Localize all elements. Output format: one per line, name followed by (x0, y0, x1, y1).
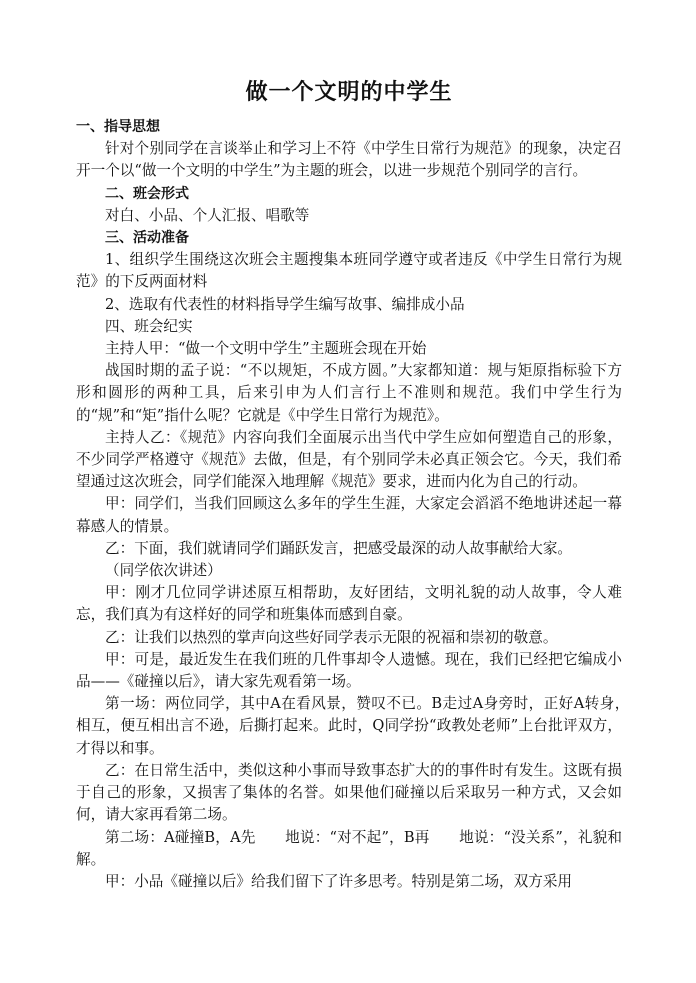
section-heading-preparation: 三、活动准备 (105, 230, 189, 247)
document-page (76, 78, 652, 893)
body-paragraph: （同学依次讲述） (105, 562, 222, 580)
body-paragraph: 乙：让我们以热烈的掌声向这些好同学表示无限的祝福和崇初的敬意。 (105, 628, 558, 646)
body-paragraph: 对白、小品、个人汇报、唱歌等 (105, 206, 310, 224)
body-paragraph: 1、组织学生围绕这次班会主题搜集本班同学遵守或者违反《中学生日常行为规范》的下反两面材料 (76, 251, 622, 291)
body-paragraph: 第二场：A碰撞B，A先 地说：“对不起”，B再 地说：“没关系”，礼貌和解。 (76, 828, 622, 868)
body-paragraph: 甲：可是，最近发生在我们班的几件事却令人遗憾。现在，我们已经把它编成小品——《碰撞以后》，请大家先观看第一场。 (76, 650, 622, 691)
body-paragraph: 针对个别同学在言谈举止和学习上不符《中学生日常行为规范》的现象，决定召开一个以“做一个文明的中学生”为主题的班会，以进一步规范个别同学的言行。 (76, 140, 622, 180)
body-paragraph: 主持人甲：“做一个文明中学生”主题班会现在开始 (105, 340, 427, 358)
section-heading-meeting-record: 四、班会纪实 (105, 317, 193, 335)
section-heading-guiding-idea: 一、指导思想 (76, 119, 160, 135)
body-paragraph: 乙：在日常生活中，类似这种小事而导致事态扩大的的事件时有发生。这既有损于自己的形象，又损害了集体的名誉。如果他们碰撞以后采取另一种方式，又会如何，请大家再看第二场。 (76, 761, 622, 824)
body-paragraph: 甲：小品《碰撞以后》给我们留下了许多思考。特别是第二场，双方采用 (105, 872, 573, 890)
body-paragraph: 主持人乙：《规范》内容向我们全面展示出当代中学生应如何塑造自己的形象，不少同学严格遵守《规范》去做，但是，有个别同学未必真正领会它。今天，我们希望通过这次班会，同学们能深入地理解《规范》要求，进而内化为自己的行动。 (76, 428, 622, 491)
body-paragraph: 2、选取有代表性的材料指导学生编写故事、编排成小品 (105, 295, 465, 313)
section-heading-meeting-format: 二、班会形式 (105, 185, 189, 202)
body-paragraph: 第一场：两位同学，其中A在看风景，赞叹不已。B走过A身旁时，正好A转身， 相互，便互相出言不逊，后撕打起来。此时，Q同学扮“政教处老师”上台批评双方，才得以和事。 (76, 695, 652, 757)
body-paragraph: 甲：同学们，当我们回顾这么多年的学生生涯，大家定会滔滔不绝地讲述起一幕幕感人的情景。 (76, 495, 622, 535)
body-paragraph: 战国时期的孟子说：“不以规矩，不成方圆。”大家都知道：规与矩原指标验下方形和圆形的两种工具，后来引申为人们言行上不准则和规范。我们中学生行为的“规”和“矩”指什么呢？它就是《中学生日常行为规范》。 (76, 362, 622, 424)
body-paragraph: 乙：下面，我们就请同学们踊跃发言，把感受最深的动人故事献给大家。 (105, 539, 573, 557)
body-paragraph: 甲：刚才几位同学讲述原互相帮助，友好团结，文明礼貌的动人故事，令人难忘，我们真为有这样好的同学和班集体而感到自豪。 (76, 584, 622, 624)
document-title: 做一个文明的中学生 (245, 80, 453, 105)
